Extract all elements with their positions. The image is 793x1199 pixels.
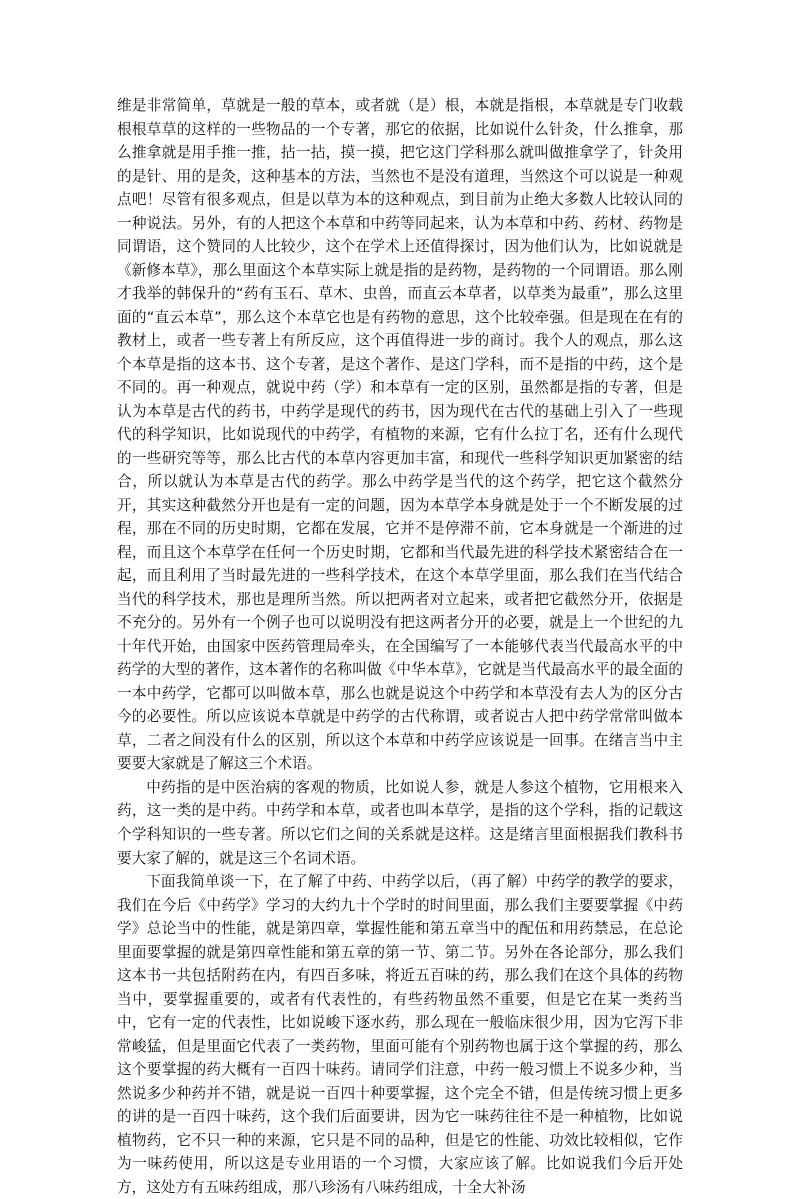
paragraph-3: 下面我简单谈一下，在了解了中药、中药学以后，（再了解）中药学的教学的要求，我们在今后《中药学》学习的大约九十个学时的时间里面，那么我们主要要掌握《中药学》总论当中的性能，就是第四章，掌握性能和第五章当中的配伍和用药禁忌，在总论里面要掌握的就是第四章性能和第五章的第一节、第二节。另外在各论部分，那么我们这本书一共包括附药在内，有四百多味，将近五百味的药，那么我们在这个具体的药物当中，要掌握重要的，或者有代表性的，有些药物虽然不重要，但是它在某一类药当中，它有一定的代表性，比如说峻下逐水药，那么现在一般临床很少用，因为它泻下非常峻猛，但是里面它代表了一类药物，里面可能有个别药物也属于这个掌握的药，那么这个要掌握的药大概有一百四十味药。请同学们注意，中药一般习惯上不说多少种，当然说多少种药并不错，就是说一百四十种要掌握，这个完全不错，但是传统习惯上更多的讲的是一百四十味药，这个我们后面要讲，因为它一味药往往不是一种植物，比如说植物药，它不只一种的来源，它只是不同的品种，但是它的性能、功效比较相似，它作为一味药使用，所以这是专业用语的一个习惯，大家应该了解。比如说我们今后开处方，这处方有五味药组成，那八珍汤有八味药组成，十全大补汤	[117, 873, 683, 1196]
paragraph-2: 中药指的是中医治病的客观的物质，比如说人参，就是人参这个植物，它用根来入药，这一类的是中药。中药学和本草，或者也叫本草学，是指的这个学科，指的记载这个学科知识的一些专著。所以它们之间的关系就是这样。这是绪言里面根据我们教科书要大家了解的，就是这三个名词术语。	[117, 778, 683, 867]
document-body	[117, 94, 683, 1199]
paragraph-1: 维是非常简单，草就是一般的草本，或者就（是）根，本就是指根，本草就是专门收载根根草草的这样的一些物品的一个专著，那它的依据，比如说什么针灸，什么推拿，那么推拿就是用手推一推，拈一拈，摸一摸，把它这门学科那么就叫做推拿学了，针灸用的是针、用的是灸，这种基本的方法，当然也不是没有道理，当然这个可以说是一种观点吧！尽管有很多观点，但是以草为本的这种观点，到目前为止绝大多数人比较认同的一种说法。另外，有的人把这个本草和中药等同起来，认为本草和中药、药材、药物是同谓语，这个赞同的人比较少，这个在学术上还值得探讨，因为他们认为，比如说就是《新修本草》，那么里面这个本草实际上就是指的是药物，是药物的一个同谓语。那么刚才我举的韩保升的“药有玉石、草木、虫兽，而直云本草者，以草类为最重”，那么这里面的“直云本草”，那么这个本草它也是有药物的意思，这个比较牵强。但是现在在有的教材上，或者一些专著上有所反应，这个再值得进一步的商讨。我个人的观点，那么这个本草是指的这本书、这个专著，是这个著作、是这门学科，而不是指的中药，这个是不同的。再一种观点，就说中药（学）和本草有一定的区别，虽然都是指的专著，但是认为本草是古代的药书，中药学是现代的药书，因为现代在古代的基础上引入了一些现代的科学知识，比如说现代的中药学，有植物的来源，它有什么拉丁名，还有什么现代的一些研究等等，那么比古代的本草内容更加丰富，和现代一些科学知识更加紧密的结合，所以就认为本草是古代的药学。那么中药学是当代的这个药学，把它这个截然分开，其实这种截然分开也是有一定的问题，因为本草学本身就是处于一个不断发展的过程，那在不同的历史时期，它都在发展，它并不是停滞不前，它本身就是一个渐进的过程，而且这个本草学在任何一个历史时期，它都和当代最先进的科学技术紧密结合在一起，而且利用了当时最先进的一些科学技术，在这个本草学里面，那么我们在当代结合当代的科学技术，那也是理所当然。所以把两者对立起来，或者把它截然分开，依据是不充分的。另外有一个例子也可以说明没有把这两者分开的必要，就是上一个世纪的九十年代开始，由国家中医药管理局牵头，在全国编写了一本能够代表当代最高水平的中药学的大型的著作，这本著作的名称叫做《中华本草》，它就是当代最高水平的最全面的一本中药学，它都可以叫做本草，那么也就是说这个中药学和本草没有去人为的区分古今的必要性。所以应该说本草就是中药学的古代称谓，或者说古人把中药学常常叫做本草，二者之间没有什么的区别，所以这个本草和中药学应该说是一回事。在绪言当中主要要大家就是了解这三个术语。	[117, 97, 683, 773]
